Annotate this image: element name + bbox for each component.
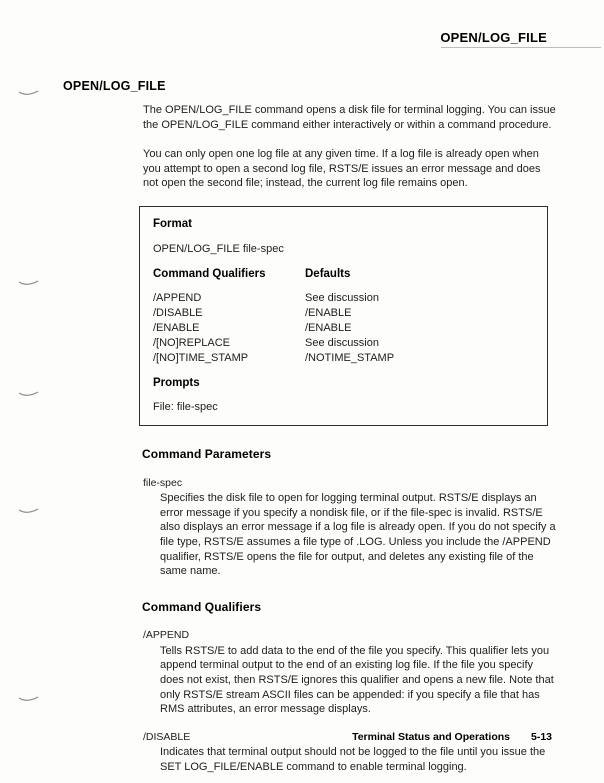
format-box xyxy=(139,206,548,426)
pencil-margin-mark-icon xyxy=(17,507,41,517)
default-cell: /ENABLE xyxy=(305,321,352,334)
main-column xyxy=(143,103,557,775)
prompt-text: File: file-spec xyxy=(153,401,218,414)
qualifier-table-header xyxy=(153,267,533,282)
qualifier-term: /APPEND xyxy=(143,629,190,642)
format-label: Format xyxy=(153,217,192,230)
intro-paragraph-1: The OPEN/LOG_FILE command opens a disk file for terminal logging. You can issue the OPEN/LOG_FILE command either interactively or within a command procedure. xyxy=(143,104,556,131)
defaults-column-header: Defaults xyxy=(305,268,351,281)
default-cell: /ENABLE xyxy=(305,306,352,319)
default-cell: See discussion xyxy=(305,336,379,349)
qualifier-cell: /ENABLE xyxy=(153,321,200,334)
qualifier-cell: /[NO]TIME_STAMP xyxy=(153,351,249,364)
qualifier-cell: /[NO]REPLACE xyxy=(153,336,231,349)
table-row xyxy=(153,351,533,366)
qualifier-description: Indicates that terminal output should not be logged to the file until you issue the SET LOG_FILE/ENABLE command to enable terminal logging. xyxy=(160,746,546,774)
pencil-margin-mark-icon xyxy=(17,279,41,289)
section-heading: OPEN/LOG_FILE xyxy=(63,79,166,93)
page-footer xyxy=(352,731,552,743)
table-row xyxy=(153,321,533,336)
default-cell: /NOTIME_STAMP xyxy=(305,351,395,364)
command-qualifiers-heading: Command Qualifiers xyxy=(142,599,262,614)
footer-section-title: Terminal Status and Operations xyxy=(352,731,510,743)
pencil-margin-mark-icon xyxy=(17,390,41,400)
qualifier-cell: /APPEND xyxy=(153,291,202,304)
parameter-description: Specifies the disk file to open for logging terminal output. RSTS/E displays an error message if you specify a nondisk file, or if the file-spec is invalid. RSTS/E also displays an error message if a log file is already open. If you do not specify a file type, RSTS/E assumes a file type of .LOG. Unless you include the /APPEND qualifier, RSTS/E opens the file for output, and deletes any existing file of the same name. xyxy=(160,492,556,578)
command-parameters-heading: Command Parameters xyxy=(142,446,272,461)
qualifier-table xyxy=(153,291,533,366)
table-row xyxy=(153,306,533,321)
footer-page-number: 5-13 xyxy=(530,731,552,743)
running-head: OPEN/LOG_FILE xyxy=(440,30,547,45)
pencil-margin-mark-icon xyxy=(17,695,41,705)
prompts-label: Prompts xyxy=(153,376,200,389)
table-row xyxy=(153,336,533,351)
command-syntax: OPEN/LOG_FILE file-spec xyxy=(153,242,284,255)
default-cell: See discussion xyxy=(305,291,379,304)
qualifier-cell: /DISABLE xyxy=(153,306,203,319)
intro-paragraph-2: You can only open one log file at any given time. If a log file is already open when you attempt to open a second log file, RSTS/E issues an error message and does not open the second file; instead, the current log file remains open. xyxy=(143,148,541,190)
qualifiers-column-header: Command Qualifiers xyxy=(153,268,266,281)
running-head-rule xyxy=(441,47,601,48)
table-row xyxy=(153,291,533,306)
parameter-term: file-spec xyxy=(143,476,183,489)
qualifier-description: Tells RSTS/E to add data to the end of the file you specify. This qualifier lets you append terminal output to the end of an existing log file. If the file you specify does not exist, then RSTS/E ignores this qualifier and opens a new file. Note that only RSTS/E stream ASCII files can be appended: if you specify a file that has RMS attributes, an error message displays. xyxy=(160,644,554,716)
pencil-margin-mark-icon xyxy=(17,89,41,99)
qualifier-term: /DISABLE xyxy=(143,730,191,743)
